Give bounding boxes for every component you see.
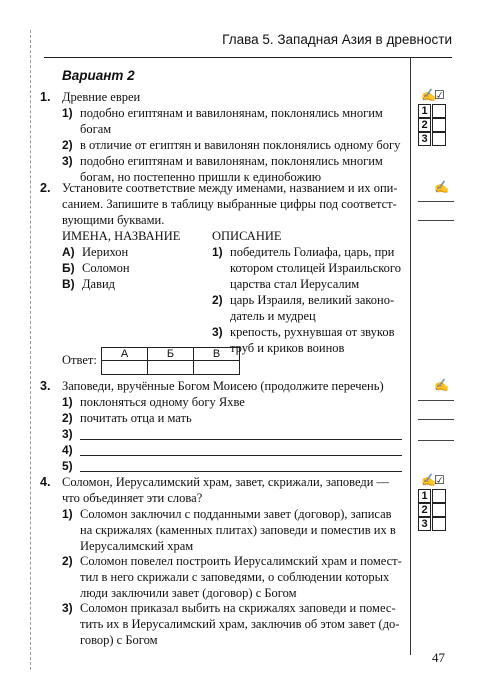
right-item-text: победитель Голиафа, царь, при	[230, 245, 395, 259]
blank-line[interactable]	[80, 471, 402, 472]
answer-line[interactable]	[418, 440, 454, 441]
right-item-number: 1)	[212, 245, 223, 259]
answer-line[interactable]	[418, 400, 454, 401]
question-text: что объединяет эти слова?	[62, 491, 203, 505]
left-item-text: Соломон	[82, 261, 130, 275]
left-item-letter: Б)	[62, 261, 75, 275]
option-text: говор) с Богом	[80, 633, 158, 647]
option-number: 1)	[62, 106, 73, 120]
option-number: 3)	[62, 154, 73, 168]
option-text: в отличие от египтян и вавилонян поклонялись одному богу	[80, 138, 401, 152]
blank-number: 5)	[62, 459, 73, 473]
question-text: вующими буквами.	[62, 213, 165, 227]
right-item-text: датель и мудрец	[230, 309, 316, 323]
option-text: Иерусалимский храм	[80, 539, 194, 553]
option-text: богам, но постепенно пришли к единобожию	[80, 170, 322, 184]
answer-checkbox[interactable]	[432, 104, 446, 118]
answer-checkbox[interactable]	[432, 132, 446, 146]
option-number: 1)	[62, 395, 73, 409]
right-item-number: 3)	[212, 325, 223, 339]
option-number: 2)	[62, 138, 73, 152]
page-number: 47	[432, 650, 445, 665]
right-item-number: 2)	[212, 293, 223, 307]
check-icon: ☑	[434, 88, 445, 102]
check-icon: ☑	[434, 473, 445, 487]
right-item-text: котором столицей Израильского	[230, 261, 401, 275]
answer-checkbox[interactable]	[432, 503, 446, 517]
answer-cell[interactable]	[148, 361, 194, 375]
option-text: подобно египтянам и вавилонянам, поклонялись многим	[80, 106, 383, 120]
option-text: Соломон приказал выбить на скрижалях заповеди и помес-	[80, 601, 396, 615]
question-number: 4.	[40, 475, 51, 489]
checkbox-number: 2	[418, 503, 431, 517]
pen-icon: ✍	[434, 378, 449, 392]
checkbox-number: 3	[418, 517, 431, 531]
option-text: поклоняться одному богу Яхве	[80, 395, 245, 409]
option-number: 2)	[62, 411, 73, 425]
answer-checkbox[interactable]	[432, 489, 446, 503]
question-text: Древние евреи	[62, 90, 141, 104]
answer-line[interactable]	[418, 201, 454, 202]
answer-line[interactable]	[418, 419, 454, 420]
option-text: люди заключили завет (договор) с Богом	[80, 586, 297, 600]
chapter-header: Глава 5. Западная Азия в древности	[222, 32, 452, 47]
answer-checkbox[interactable]	[432, 517, 446, 531]
question-number: 3.	[40, 379, 51, 393]
left-item-text: Давид	[82, 277, 116, 291]
right-item-text: труб и криков воинов	[230, 341, 345, 355]
answer-column-header: Б	[148, 348, 194, 361]
option-number: 1)	[62, 507, 73, 521]
left-item-letter: А)	[62, 245, 75, 259]
blank-number: 4)	[62, 443, 73, 457]
cut-line	[30, 30, 31, 670]
checkbox-number: 1	[418, 104, 431, 118]
option-number: 3)	[62, 601, 73, 615]
right-item-text: крепость, рухнувшая от звуков	[230, 325, 395, 339]
variant-title: Вариант 2	[62, 68, 135, 83]
left-column-header: ИМЕНА, НАЗВАНИЕ	[62, 229, 181, 243]
right-item-text: царства стал Иерусалим	[230, 277, 360, 291]
left-item-text: Иерихон	[82, 245, 129, 259]
question-text: Соломон, Иерусалимский храм, завет, скрижали, заповеди —	[62, 475, 390, 489]
question-number: 1.	[40, 90, 51, 104]
pen-icon: ✍	[421, 88, 436, 102]
option-text: тить их в Иерусалимский храм, заключив об этом завет (до-	[80, 617, 400, 631]
question-text: санием. Запишите в таблицу выбранные цифры под соответст-	[62, 197, 397, 211]
answer-table	[101, 347, 240, 375]
option-text: почитать отца и мать	[80, 411, 192, 425]
option-text: Соломон повелел построить Иерусалимский храм и помест-	[80, 554, 402, 568]
option-text: на скрижалях (каменных плитах) заповеди и поместив их в	[80, 523, 396, 537]
right-column-header: ОПИСАНИЕ	[212, 229, 282, 243]
answer-column-header: В	[194, 348, 240, 361]
left-item-letter: В)	[62, 277, 75, 291]
pen-icon: ✍	[434, 180, 449, 194]
checkbox-number: 3	[418, 132, 431, 146]
option-text: Соломон заключил с подданными завет (договор), записав	[80, 507, 392, 521]
pen-icon: ✍	[421, 473, 436, 487]
option-text: тил в него скрижали с заповедями, о соблюдении которых	[80, 570, 390, 584]
answer-column-header: А	[102, 348, 148, 361]
checkbox-number: 2	[418, 118, 431, 132]
option-text: подобно египтянам и вавилонянам, поклонялись многим	[80, 154, 383, 168]
blank-line[interactable]	[80, 455, 402, 456]
answer-checkbox[interactable]	[432, 118, 446, 132]
option-text: богам	[80, 122, 112, 136]
answer-cell[interactable]	[102, 361, 148, 375]
answer-cell[interactable]	[194, 361, 240, 375]
question-number: 2.	[40, 181, 51, 195]
answer-label: Ответ:	[62, 353, 97, 367]
blank-number: 3)	[62, 427, 73, 441]
answer-line[interactable]	[418, 220, 454, 221]
right-item-text: царь Израиля, великий законо-	[230, 293, 395, 307]
question-text: Заповеди, вручённые Богом Моисею (продолжите перечень)	[62, 379, 384, 393]
question-text: Установите соответствие между именами, названием и их опи-	[62, 181, 398, 195]
checkbox-number: 1	[418, 489, 431, 503]
margin-rule	[410, 57, 411, 655]
blank-line[interactable]	[80, 439, 402, 440]
option-number: 2)	[62, 554, 73, 568]
header-rule	[44, 57, 452, 58]
